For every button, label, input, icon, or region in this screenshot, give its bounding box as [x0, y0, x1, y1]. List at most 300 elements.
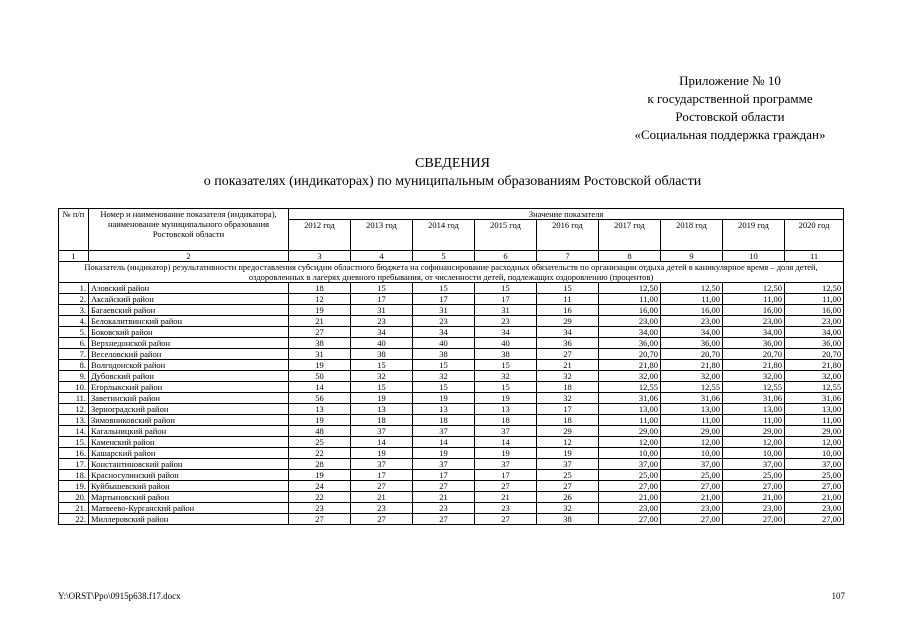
indicator-value: 38: [475, 349, 537, 360]
column-numbers-row: [59, 251, 844, 262]
indicator-value: 12,50: [723, 283, 785, 294]
district-name: Дубовский район: [89, 371, 289, 382]
indicator-value: 17: [413, 470, 475, 481]
indicator-value: 15: [537, 283, 599, 294]
indicator-value: 32: [351, 371, 413, 382]
row-number: 8.: [59, 360, 89, 371]
indicator-value: 18: [537, 382, 599, 393]
indicator-value: 23,00: [599, 503, 661, 514]
table-row: [59, 305, 844, 316]
indicator-value: 27: [413, 481, 475, 492]
district-name: Егорлыкский район: [89, 382, 289, 393]
indicator-value: 20,70: [661, 349, 723, 360]
page-number: 107: [831, 591, 845, 601]
title-main: СВЕДЕНИЯ: [415, 156, 490, 171]
indicator-value: 16,00: [785, 305, 844, 316]
indicator-value: 37,00: [785, 459, 844, 470]
indicator-value: 11,00: [599, 415, 661, 426]
indicator-value: 14: [289, 382, 351, 393]
indicator-value: 13: [289, 404, 351, 415]
indicator-value: 17: [413, 294, 475, 305]
table-row: [59, 360, 844, 371]
indicator-value: 31,06: [723, 393, 785, 404]
table-row: [59, 316, 844, 327]
indicator-value: 27: [351, 481, 413, 492]
indicator-value: 37: [351, 459, 413, 470]
table-row: [59, 437, 844, 448]
column-number: 6: [475, 251, 537, 262]
district-name: Веселовский район: [89, 349, 289, 360]
indicator-value: 10,00: [599, 448, 661, 459]
indicator-value: 16,00: [723, 305, 785, 316]
row-number: 11.: [59, 393, 89, 404]
indicator-value: 17: [475, 294, 537, 305]
indicator-value: 23,00: [785, 503, 844, 514]
district-name: Мартыновский район: [89, 492, 289, 503]
title-sub: о показателях (индикаторах) по муниципальным образованиям Ростовской области: [203, 174, 702, 189]
row-number: 3.: [59, 305, 89, 316]
indicator-value: 31,06: [785, 393, 844, 404]
header-no: № п/п: [59, 209, 89, 251]
indicator-value: 18: [413, 415, 475, 426]
indicator-value: 10,00: [661, 448, 723, 459]
district-name: Матвеево-Курганский район: [89, 503, 289, 514]
indicator-value: 27,00: [723, 481, 785, 492]
indicator-value: 10,00: [723, 448, 785, 459]
indicator-value: 32: [537, 371, 599, 382]
row-number: 9.: [59, 371, 89, 382]
indicator-value: 10,00: [785, 448, 844, 459]
indicator-value: 37,00: [599, 459, 661, 470]
indicator-value: 25,00: [661, 470, 723, 481]
indicator-value: 29,00: [785, 426, 844, 437]
table-body: [59, 262, 844, 525]
row-number: 10.: [59, 382, 89, 393]
indicator-value: 12: [537, 437, 599, 448]
indicator-value: 12,00: [599, 437, 661, 448]
indicator-value: 21,80: [785, 360, 844, 371]
indicator-value: 32: [413, 371, 475, 382]
indicator-value: 18: [351, 415, 413, 426]
indicator-value: 14: [475, 437, 537, 448]
indicator-value: 23,00: [599, 316, 661, 327]
header-value: Значение показателя: [289, 209, 844, 220]
indicator-value: 32,00: [723, 371, 785, 382]
column-number: 10: [723, 251, 785, 262]
district-name: Белокалитвинский район: [89, 316, 289, 327]
indicator-value: 29,00: [661, 426, 723, 437]
indicator-value: 27,00: [661, 481, 723, 492]
indicator-value: 23: [289, 503, 351, 514]
indicator-value: 27,00: [599, 481, 661, 492]
indicator-value: 19: [289, 360, 351, 371]
indicator-value: 15: [475, 283, 537, 294]
indicator-value: 19: [475, 393, 537, 404]
header-year: 2018 год: [661, 220, 723, 251]
district-name: Зимовниковский район: [89, 415, 289, 426]
indicator-value: 14: [413, 437, 475, 448]
indicator-value: 38: [413, 349, 475, 360]
appendix-line: «Социальная поддержка граждан»: [634, 127, 826, 142]
indicator-value: 15: [413, 283, 475, 294]
header-year: 2016 год: [537, 220, 599, 251]
indicator-value: 40: [413, 338, 475, 349]
district-name: Кашарский район: [89, 448, 289, 459]
indicator-value: 34,00: [723, 327, 785, 338]
indicator-value: 27: [351, 514, 413, 525]
district-name: Азовский район: [89, 283, 289, 294]
indicator-value: 21: [413, 492, 475, 503]
indicator-value: 34,00: [599, 327, 661, 338]
indicator-value: 26: [537, 492, 599, 503]
indicator-value: 34: [413, 327, 475, 338]
indicator-value: 27,00: [723, 514, 785, 525]
indicator-value: 29,00: [599, 426, 661, 437]
indicator-value: 23,00: [661, 316, 723, 327]
indicator-value: 21,00: [723, 492, 785, 503]
district-name: Боковский район: [89, 327, 289, 338]
indicator-value: 31: [475, 305, 537, 316]
indicator-value: 15: [475, 360, 537, 371]
table-row: [59, 426, 844, 437]
indicator-value: 15: [413, 360, 475, 371]
indicator-value: 13,00: [723, 404, 785, 415]
district-name: Миллеровский район: [89, 514, 289, 525]
indicator-value: 15: [413, 382, 475, 393]
row-number: 1.: [59, 283, 89, 294]
row-number: 17.: [59, 459, 89, 470]
indicator-value: 23: [413, 316, 475, 327]
appendix-header: [600, 72, 860, 144]
indicator-value: 11,00: [661, 415, 723, 426]
district-name: Красносулинский район: [89, 470, 289, 481]
indicator-value: 19: [475, 448, 537, 459]
indicator-value: 37,00: [723, 459, 785, 470]
table-row: [59, 393, 844, 404]
header-year: 2014 год: [413, 220, 475, 251]
indicator-value: 12,50: [599, 283, 661, 294]
column-number: 7: [537, 251, 599, 262]
header-name: Номер и наименование показателя (индикатора), наименование муниципального образования Ростовской области: [89, 209, 289, 251]
indicator-value: 21: [537, 360, 599, 371]
row-number: 16.: [59, 448, 89, 459]
header-year: 2017 год: [599, 220, 661, 251]
row-number: 13.: [59, 415, 89, 426]
indicator-value: 13,00: [599, 404, 661, 415]
indicator-value: 23: [351, 316, 413, 327]
indicator-value: 32,00: [599, 371, 661, 382]
indicator-value: 12,50: [785, 283, 844, 294]
indicator-value: 18: [289, 283, 351, 294]
column-number: 3: [289, 251, 351, 262]
appendix-line: Приложение № 10: [679, 73, 781, 88]
indicator-value: 27,00: [785, 514, 844, 525]
indicator-value: 19: [413, 448, 475, 459]
table-row: [59, 382, 844, 393]
header-year: 2020 год: [785, 220, 844, 251]
district-name: Константиновский район: [89, 459, 289, 470]
indicator-value: 18: [475, 415, 537, 426]
indicator-value: 16,00: [599, 305, 661, 316]
indicator-value: 32: [475, 371, 537, 382]
indicator-value: 32: [537, 393, 599, 404]
indicator-value: 27: [289, 327, 351, 338]
indicator-value: 15: [475, 382, 537, 393]
indicator-value: 15: [351, 382, 413, 393]
indicator-value: 11,00: [785, 415, 844, 426]
table-row: [59, 404, 844, 415]
indicator-value: 16,00: [661, 305, 723, 316]
table-row: [59, 503, 844, 514]
indicator-value: 12: [289, 294, 351, 305]
indicator-value: 25,00: [723, 470, 785, 481]
indicator-value: 27,00: [785, 481, 844, 492]
indicator-value: 19: [351, 393, 413, 404]
district-name: Зерноградский район: [89, 404, 289, 415]
indicator-value: 23,00: [723, 316, 785, 327]
indicator-value: 37: [537, 459, 599, 470]
indicator-value: 28: [289, 459, 351, 470]
indicator-value: 13: [351, 404, 413, 415]
indicator-value: 27: [475, 514, 537, 525]
indicator-value: 13,00: [785, 404, 844, 415]
indicator-value: 34: [351, 327, 413, 338]
indicator-value: 37,00: [661, 459, 723, 470]
indicator-value: 19: [289, 305, 351, 316]
row-number: 5.: [59, 327, 89, 338]
table-row: [59, 470, 844, 481]
indicator-value: 13: [475, 404, 537, 415]
indicator-value: 31,06: [599, 393, 661, 404]
indicator-value: 34,00: [661, 327, 723, 338]
indicator-value: 11,00: [723, 415, 785, 426]
table-row: [59, 448, 844, 459]
indicator-value: 27,00: [599, 514, 661, 525]
header-year: 2012 год: [289, 220, 351, 251]
indicator-value: 17: [537, 404, 599, 415]
table-row: [59, 492, 844, 503]
indicator-value: 11,00: [661, 294, 723, 305]
indicator-value: 12,50: [661, 283, 723, 294]
indicator-description: Показатель (индикатор) результативности предоставления субсидии областного бюджета на софинансирование расходных обязательств по организации отдыха детей в каникулярное время – доля детей, оздоровленных в лагерях дневного пребывания, от численности детей, подлежащих оздоровлению (процентов): [59, 262, 844, 283]
indicator-value: 40: [475, 338, 537, 349]
table-row: [59, 294, 844, 305]
row-number: 19.: [59, 481, 89, 492]
indicator-row: [59, 262, 844, 283]
indicator-value: 38: [289, 338, 351, 349]
indicator-value: 23: [475, 316, 537, 327]
indicator-value: 36,00: [723, 338, 785, 349]
indicator-value: 22: [289, 448, 351, 459]
table-row: [59, 349, 844, 360]
indicator-value: 25,00: [785, 470, 844, 481]
table-row: [59, 371, 844, 382]
indicator-value: 15: [351, 283, 413, 294]
indicator-value: 23,00: [785, 316, 844, 327]
indicator-value: 34: [475, 327, 537, 338]
indicator-value: 36,00: [599, 338, 661, 349]
indicator-value: 12,00: [661, 437, 723, 448]
district-name: Багаевский район: [89, 305, 289, 316]
indicator-value: 31: [351, 305, 413, 316]
row-number: 7.: [59, 349, 89, 360]
district-name: Аксайский район: [89, 294, 289, 305]
table-row: [59, 459, 844, 470]
indicator-value: 29,00: [723, 426, 785, 437]
indicator-value: 27: [413, 514, 475, 525]
indicator-value: 29: [537, 426, 599, 437]
indicator-value: 21,00: [785, 492, 844, 503]
indicators-table: [58, 208, 844, 525]
indicator-value: 18: [537, 415, 599, 426]
district-name: Волгодонской район: [89, 360, 289, 371]
indicator-value: 23,00: [661, 503, 723, 514]
indicator-value: 27: [537, 349, 599, 360]
indicator-value: 21,80: [661, 360, 723, 371]
district-name: Верхнедонской район: [89, 338, 289, 349]
indicator-value: 12,55: [661, 382, 723, 393]
indicator-value: 12,55: [599, 382, 661, 393]
indicator-value: 37: [413, 426, 475, 437]
indicator-value: 20,70: [599, 349, 661, 360]
indicator-value: 23,00: [723, 503, 785, 514]
indicator-value: 23: [413, 503, 475, 514]
column-number: 8: [599, 251, 661, 262]
indicator-value: 13: [413, 404, 475, 415]
indicator-value: 17: [351, 470, 413, 481]
indicator-value: 25: [537, 470, 599, 481]
table-row: [59, 481, 844, 492]
indicator-value: 32: [537, 503, 599, 514]
indicator-value: 12,55: [723, 382, 785, 393]
indicator-value: 11,00: [723, 294, 785, 305]
row-number: 12.: [59, 404, 89, 415]
table-row: [59, 283, 844, 294]
indicator-value: 21,00: [661, 492, 723, 503]
header-year: 2013 год: [351, 220, 413, 251]
indicator-value: 50: [289, 371, 351, 382]
indicator-value: 48: [289, 426, 351, 437]
appendix-line: к государственной программе: [647, 91, 813, 106]
header-year: 2015 год: [475, 220, 537, 251]
indicator-value: 19: [289, 415, 351, 426]
indicator-value: 21: [475, 492, 537, 503]
column-number: 9: [661, 251, 723, 262]
indicator-value: 27: [289, 514, 351, 525]
district-name: Кагальницкий район: [89, 426, 289, 437]
indicator-value: 21,00: [599, 492, 661, 503]
table-row: [59, 514, 844, 525]
table-row: [59, 338, 844, 349]
row-number: 18.: [59, 470, 89, 481]
indicator-value: 37: [413, 459, 475, 470]
indicator-value: 15: [351, 360, 413, 371]
table-row: [59, 415, 844, 426]
indicator-value: 20,70: [785, 349, 844, 360]
district-name: Куйбышевский район: [89, 481, 289, 492]
indicator-value: 23: [475, 503, 537, 514]
table-header: [59, 209, 844, 262]
indicator-value: 11,00: [785, 294, 844, 305]
indicator-value: 31: [289, 349, 351, 360]
district-name: Заветинский район: [89, 393, 289, 404]
indicator-value: 21: [289, 316, 351, 327]
column-number: 5: [413, 251, 475, 262]
appendix-line: Ростовской области: [675, 109, 785, 124]
indicator-value: 19: [537, 448, 599, 459]
district-name: Каменский район: [89, 437, 289, 448]
indicator-value: 11,00: [599, 294, 661, 305]
indicator-value: 12,55: [785, 382, 844, 393]
indicator-value: 22: [289, 492, 351, 503]
row-number: 21.: [59, 503, 89, 514]
row-number: 15.: [59, 437, 89, 448]
indicator-value: 31,06: [661, 393, 723, 404]
indicator-value: 20,70: [723, 349, 785, 360]
indicator-value: 34: [537, 327, 599, 338]
row-number: 14.: [59, 426, 89, 437]
indicator-value: 36,00: [785, 338, 844, 349]
column-number: 2: [89, 251, 289, 262]
indicator-value: 37: [475, 459, 537, 470]
row-number: 22.: [59, 514, 89, 525]
indicator-value: 32,00: [661, 371, 723, 382]
indicator-value: 40: [351, 338, 413, 349]
indicator-value: 12,00: [723, 437, 785, 448]
indicator-value: 38: [537, 514, 599, 525]
file-path: Y:\ORST\Ppo\0915p638.f17.docx: [58, 591, 181, 601]
indicator-value: 37: [351, 426, 413, 437]
indicator-value: 13,00: [661, 404, 723, 415]
indicator-value: 21,80: [599, 360, 661, 371]
table-row: [59, 327, 844, 338]
indicator-value: 31: [413, 305, 475, 316]
indicator-value: 27: [475, 481, 537, 492]
indicator-value: 34,00: [785, 327, 844, 338]
row-number: 2.: [59, 294, 89, 305]
indicator-value: 56: [289, 393, 351, 404]
column-number: 11: [785, 251, 844, 262]
column-number: 1: [59, 251, 89, 262]
row-number: 4.: [59, 316, 89, 327]
indicator-value: 25: [289, 437, 351, 448]
header-row: [59, 209, 844, 220]
indicator-value: 25,00: [599, 470, 661, 481]
header-year: 2019 год: [723, 220, 785, 251]
indicator-value: 23: [351, 503, 413, 514]
indicator-value: 19: [351, 448, 413, 459]
indicator-value: 16: [537, 305, 599, 316]
column-number: 4: [351, 251, 413, 262]
indicator-value: 19: [413, 393, 475, 404]
indicator-value: 11: [537, 294, 599, 305]
indicator-value: 24: [289, 481, 351, 492]
row-number: 20.: [59, 492, 89, 503]
indicator-value: 27: [537, 481, 599, 492]
indicator-value: 14: [351, 437, 413, 448]
indicator-value: 17: [475, 470, 537, 481]
indicator-value: 37: [475, 426, 537, 437]
indicator-value: 21,80: [723, 360, 785, 371]
indicator-value: 19: [289, 470, 351, 481]
document-title: [0, 155, 905, 191]
indicator-value: 32,00: [785, 371, 844, 382]
indicator-value: 21: [351, 492, 413, 503]
indicator-value: 27,00: [661, 514, 723, 525]
row-number: 6.: [59, 338, 89, 349]
indicator-value: 36,00: [661, 338, 723, 349]
indicator-value: 29: [537, 316, 599, 327]
